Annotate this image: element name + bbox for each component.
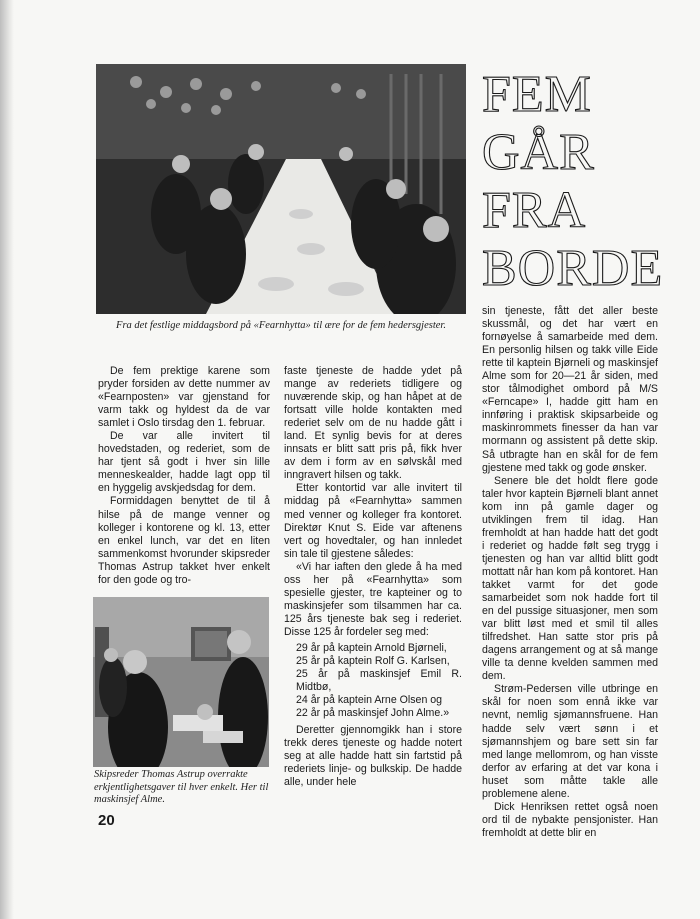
title-line: FRA [482,182,587,239]
service-years-list [296,642,462,720]
paragraph: sin tjeneste, fått det aller beste skussmål, og det har vært en fornøyelse å samarbeide med dem. En personlig hilsen og takk ville Eide rette til kaptein Bjørneli og maskinsjef Alme som for 20—21 år siden, med stor tålmodighet ombord på M/S «Ferncape» I, hadde gitt ham en innføring i praktisk skipsarbeide og maskinrommets finesser da han var mormann og assistent på dette skip. Så utbragte han en skål for de fem gjestene med takk og gode ønsker. [482,305,658,474]
paragraph: faste tjeneste de hadde ydet på mange av rederiets tidligere og nuværende skip, og han håpet at de fortsatt ville holde kontakten med rederiet selv om de nu hadde gått i land. Et synlig bevis for at deres innsats er blitt satt pris på, fikk hver av dem i form av en sølvskål med inngravert hilsen og takk. [284,365,462,482]
page-binding-shadow [0,0,14,919]
article-title [482,66,667,298]
gift-presentation-photo [93,597,269,767]
title-line: BORDE [482,240,664,297]
article-column-1 [98,365,270,587]
paragraph: «Vi har iaften den glede å ha med oss her på «Fearnhytta» som spesielle gjester, tre kapteiner og to maskinsjefer som tilsammen har ca. 125 års tjeneste bak seg i rederiet. Disse 125 år fordeler seg med: [284,560,462,638]
article-column-3 [482,305,658,840]
gift-photo-caption: Skipsreder Thomas Astrup overrakte erkjentlighetsgaver til hver enkelt. Her til maskinsjef Alme. [94,769,269,805]
paragraph: De var alle invitert til hovedstaden, og rederiet, som de har tjent så godt i hver sin lille menneskealder, hadde lagt opp til en hyggelig avskjedsdag for dem. [98,430,270,495]
banquet-photo-caption: Fra det festlige middagsbord på «Fearnhytta» til ære for de fem hedersgjester. [116,320,446,331]
paragraph: Formiddagen benyttet de til å hilse på de mange venner og kolleger i kontorene og kl. 13, etter en enkel lunch, var det en liten sammenkomst hvorunder skipsreder Thomas Astrup takket hver enkelt for den gode og tro- [98,495,270,586]
article-column-2 [284,365,462,790]
page-number: 20 [98,812,115,829]
banquet-photo [96,64,466,314]
list-item: 22 år på maskinsjef John Alme.» [296,707,450,720]
list-item: 24 år på kaptein Arne Olsen og [296,694,443,707]
paragraph: Etter kontortid var alle invitert til middag på «Fearnhytta» sammen med venner og kolleger fra kontoret. Direktør Knut S. Eide var aftenens vert og hovedtaler, og han innledet sin tale til gjestene således: [284,482,462,560]
paragraph: Senere ble det holdt flere gode taler hvor kaptein Bjørneli blant annet kom inn på gamle dager og utviklingen frem til idag. Han fremholdt at han hadde hatt det godt i rederiet og hadde følt seg trygg i tjenesten og han var alltid blitt godt mottatt når han kom på kontoret. Han takket varmt for det gode samarbeidet som nok hadde fort til en del pussige situasjoner, men som var blitt løst med et smil til alles tilfredshet. Han satte stor pris på dagens arrangement og at så mange ville ta denne kvelden sammen med dem. [482,474,658,683]
title-line: FEM [482,66,592,123]
paragraph: Strøm-Pedersen ville utbringe en skål for noen som ennå ikke var nevnt, nemlig sjømannsfruene. Han hadde selv vært sønn i et sjømannshjem og bare sett sin far med lange mellomrom, og han visste derfor av erfaring at det var kona i huset som måtte takle alle problemene alene. [482,683,658,800]
title-line: GÅR [482,124,595,181]
list-item: 25 år på kaptein Rolf G. Karlsen, [296,655,450,668]
paragraph: Dick Henriksen rettet også noen ord til de nybakte pensjonister. Han fremholdt at dette blir en [482,800,658,839]
paragraph: Deretter gjennomgikk han i store trekk deres tjeneste og hadde notert seg at alle hadde hatt sin fartstid på rederiets linje- og bulkskip. De hadde alle, under hele [284,724,462,789]
list-item: 29 år på kaptein Arnold Bjørneli, [296,641,447,654]
list-item: 25 år på maskinsjef Emil R. Midtbø, [296,668,462,694]
paragraph: De fem prektige karene som pryder forsiden av dette nummer av «Fearnposten» var gjenstand for varm takk og hyldest da de var samlet i Oslo tirsdag den 1. februar. [98,365,270,430]
